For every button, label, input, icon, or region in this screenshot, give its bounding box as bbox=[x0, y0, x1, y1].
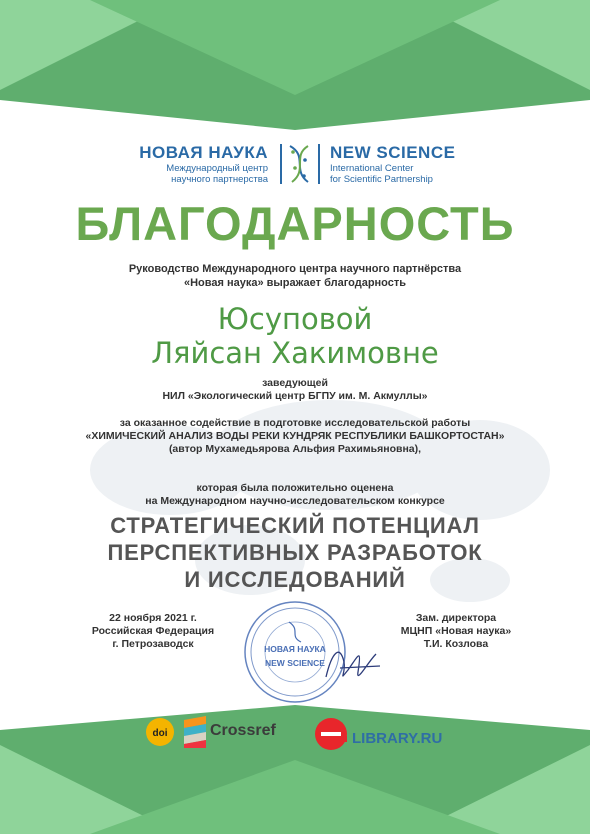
contest-title bbox=[0, 512, 590, 593]
contest-line-3: И ИССЛЕДОВАНИЙ bbox=[184, 567, 406, 592]
seal-ru-text: НОВАЯ НАУКА bbox=[264, 644, 326, 654]
logo-en-title: NEW SCIENCE bbox=[330, 143, 456, 162]
work-line-3: (автор Мухамедьярова Альфия Рахимьяновна), bbox=[168, 443, 422, 455]
position-line-2: НИЛ «Экологический центр БГПУ им. М. Акмуллы» bbox=[162, 390, 428, 402]
recipient-given-names: Ляйсан Хакимовне bbox=[151, 336, 439, 370]
signatory-name: Т.И. Козлова bbox=[423, 638, 489, 650]
work-line-2: «ХИМИЧЕСКИЙ АНАЛИЗ ВОДЫ РЕКИ КУНДРЯК РЕСПУБЛИКИ БАШКОРТОСТАН» bbox=[85, 430, 505, 442]
signatory-org: МЦНП «Новая наука» bbox=[400, 625, 512, 637]
issue-date: 22 ноября 2021 г. bbox=[109, 612, 197, 624]
evaluation-line-1: которая была положительно оценена bbox=[196, 482, 394, 494]
contest-line-1: СТРАТЕГИЧЕСКИЙ ПОТЕНЦИАЛ bbox=[110, 513, 480, 538]
logo-en-line1: International Center bbox=[330, 163, 414, 174]
position-line-1: заведующей bbox=[262, 377, 328, 389]
issue-country: Российская Федерация bbox=[91, 625, 215, 637]
intro-text bbox=[0, 262, 590, 290]
intro-line-2: «Новая наука» выражает благодарность bbox=[183, 277, 407, 289]
elibrary-text: LIBRARY.RU bbox=[352, 730, 443, 747]
doi-logo-icon bbox=[145, 717, 175, 747]
crossref-text: Crossref bbox=[210, 722, 276, 739]
logo-en-line2: for Scientific Partnership bbox=[330, 174, 433, 185]
dna-logo-icon bbox=[278, 140, 322, 188]
contest-line-2: ПЕРСПЕКТИВНЫХ РАЗРАБОТОК bbox=[107, 540, 483, 565]
certificate-title: БЛАГОДАРНОСТЬ bbox=[75, 197, 515, 250]
work-description bbox=[0, 417, 590, 456]
seal-en-text: NEW SCIENCE bbox=[265, 658, 325, 668]
logo-ru-title: НОВАЯ НАУКА bbox=[139, 143, 268, 162]
logo-ru-block bbox=[108, 143, 268, 185]
logo-ru-line2: научного партнерства bbox=[171, 174, 268, 185]
issue-city: г. Петрозаводск bbox=[112, 638, 194, 650]
elibrary-e-icon bbox=[313, 716, 349, 752]
date-place-block bbox=[78, 612, 228, 651]
logo-ru-line1: Международный центр bbox=[166, 163, 268, 174]
doi-text: doi bbox=[152, 728, 168, 739]
logo-en-block bbox=[330, 143, 500, 185]
evaluation-text bbox=[0, 482, 590, 508]
recipient-surname: Юсуповой bbox=[217, 302, 373, 336]
signatory-block bbox=[376, 612, 536, 651]
evaluation-line-2: на Международном научно-исследовательском конкурсе bbox=[145, 495, 445, 507]
work-line-1: за оказанное содействие в подготовке исследовательской работы bbox=[119, 417, 471, 429]
recipient-name bbox=[0, 302, 590, 370]
signatory-title: Зам. директора bbox=[415, 612, 497, 624]
recipient-position bbox=[0, 377, 590, 403]
intro-line-1: Руководство Международного центра научного партнёрства bbox=[128, 263, 462, 275]
